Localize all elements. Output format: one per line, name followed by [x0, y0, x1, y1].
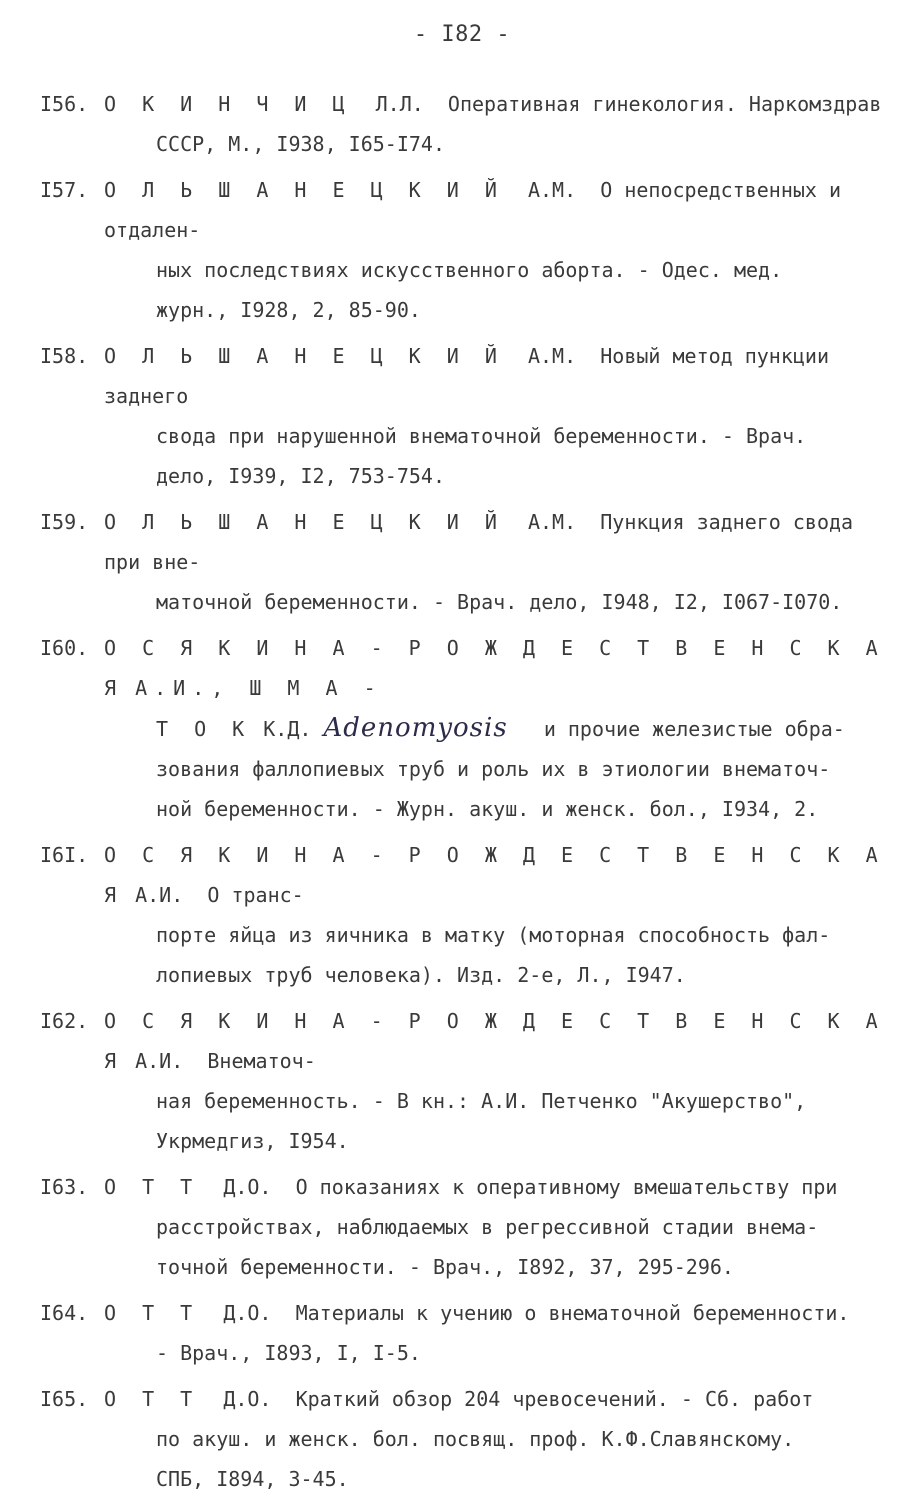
- reference-entry-159: [40, 502, 900, 622]
- reference-line: зования фаллопиевых труб и роль их в этиологии внематоч-: [156, 757, 831, 781]
- reference-author: О Т Т: [104, 1387, 200, 1411]
- reference-line: свода при нарушенной внематочной беременности. - Врач.: [156, 424, 807, 448]
- reference-text: Новый метод пункции заднего: [104, 344, 830, 408]
- reference-entry-165: [40, 1379, 900, 1499]
- reference-number: I65.: [40, 1387, 89, 1411]
- reference-initials: А.М.: [527, 344, 577, 368]
- reference-text: Оперативная гинекология. Наркомздрав: [447, 92, 882, 116]
- reference-body: [104, 1379, 900, 1499]
- reference-body: [104, 336, 900, 496]
- reference-initials: А.М.: [527, 510, 577, 534]
- reference-body: [104, 84, 900, 164]
- reference-text: и прочие железистые обра-: [543, 717, 845, 741]
- reference-author: О С Я К И Н А - Р О Ж Д Е С Т В Е Н С К А Я: [104, 1009, 885, 1073]
- reference-entry-164: [40, 1293, 900, 1373]
- reference-initials: А.И., Ш М А -: [135, 676, 383, 700]
- reference-number: I56.: [40, 92, 89, 116]
- reference-line: СПБ, I894, 3-45.: [156, 1467, 349, 1491]
- reference-entry-161: [40, 835, 900, 995]
- reference-line: [104, 708, 900, 749]
- reference-author: О Л Ь Ш А Н Е Ц К И Й: [104, 510, 504, 534]
- reference-line: СССР, М., I938, I65-I74.: [156, 132, 445, 156]
- reference-text: О непосредственных и отдален-: [104, 178, 842, 242]
- reference-entry-162: [40, 1001, 900, 1161]
- reference-author: О Л Ь Ш А Н Е Ц К И Й: [104, 178, 504, 202]
- reference-number: I64.: [40, 1301, 89, 1325]
- reference-number: I57.: [40, 178, 89, 202]
- reference-body: [104, 1167, 900, 1287]
- reference-line: по акуш. и женск. бол. посвящ. проф. К.Ф.Славянскому.: [156, 1427, 795, 1451]
- page-number: - I82 -: [413, 22, 511, 47]
- reference-number: I60.: [40, 636, 89, 660]
- reference-body: [104, 502, 900, 622]
- reference-line: расстройствах, наблюдаемых в регрессивной стадии внема-: [156, 1215, 819, 1239]
- reference-line: точной беременности. - Врач., I892, 37, 295-296.: [156, 1255, 734, 1279]
- reference-entry-158: [40, 336, 900, 496]
- reference-text: О транс-: [207, 883, 304, 907]
- reference-initials: К.Д.: [263, 717, 312, 741]
- reference-initials: Д.О.: [223, 1387, 272, 1411]
- reference-initials: Д.О.: [223, 1175, 272, 1199]
- reference-line: ная беременность. - В кн.: А.И. Петченко "Акушерство",: [156, 1089, 807, 1113]
- reference-body: [104, 835, 900, 995]
- reference-body: [104, 628, 900, 829]
- reference-initials: А.М.: [527, 178, 577, 202]
- reference-text: Материалы к учению о внематочной беременности.: [295, 1301, 850, 1325]
- reference-line: ной беременности. - Журн. акуш. и женск. бол., I934, 2.: [156, 797, 819, 821]
- reference-line: Укрмедгиз, I954.: [156, 1129, 349, 1153]
- reference-body: [104, 170, 900, 330]
- reference-body: [104, 1293, 900, 1373]
- reference-text: О показаниях к оперативному вмешательству при: [295, 1175, 838, 1199]
- reference-number: I59.: [40, 510, 89, 534]
- reference-entry-156: [40, 84, 900, 164]
- reference-line: журн., I928, 2, 85-90.: [156, 298, 421, 322]
- reference-author-cont: Т О К: [156, 717, 252, 741]
- reference-entry-163: [40, 1167, 900, 1287]
- reference-initials: А.И.: [135, 1049, 184, 1073]
- reference-line: - Врач., I893, I, I-5.: [156, 1341, 421, 1365]
- reference-line: порте яйца из яичника в матку (моторная способность фал-: [156, 923, 831, 947]
- reference-number: I63.: [40, 1175, 89, 1199]
- reference-line: маточной беременности. - Врач. дело, I948, I2, I067-I070.: [156, 590, 843, 614]
- reference-initials: А.И.: [135, 883, 184, 907]
- reference-initials: Л.Л.: [375, 92, 424, 116]
- reference-text: Краткий обзор 204 чревосечений. - Сб. работ: [295, 1387, 814, 1411]
- reference-entry-160: [40, 628, 900, 829]
- reference-author: О С Я К И Н А - Р О Ж Д Е С Т В Е Н С К А Я: [104, 843, 885, 907]
- reference-line: ных последствиях искусственного аборта. - Одес. мед.: [156, 258, 783, 282]
- reference-text: Пункция заднего свода при вне-: [104, 510, 854, 574]
- reference-author: О Т Т: [104, 1175, 200, 1199]
- reference-number: I6I.: [40, 843, 89, 867]
- reference-author: О С Я К И Н А - Р О Ж Д Е С Т В Е Н С К А Я: [104, 636, 885, 700]
- reference-body: [104, 1001, 900, 1161]
- reference-author: О Т Т: [104, 1301, 200, 1325]
- reference-line: лопиевых труб человека). Изд. 2-е, Л., I947.: [156, 963, 686, 987]
- reference-number: I62.: [40, 1009, 89, 1033]
- reference-author: О К И Н Ч И Ц: [104, 92, 352, 116]
- reference-line: дело, I939, I2, 753-754.: [156, 464, 445, 488]
- reference-list: [40, 84, 900, 1505]
- handwritten-insert: Adenomyosis: [323, 713, 508, 743]
- reference-author: О Л Ь Ш А Н Е Ц К И Й: [104, 344, 504, 368]
- reference-text: Внематоч-: [207, 1049, 316, 1073]
- reference-number: I58.: [40, 344, 89, 368]
- reference-initials: Д.О.: [223, 1301, 272, 1325]
- reference-entry-157: [40, 170, 900, 330]
